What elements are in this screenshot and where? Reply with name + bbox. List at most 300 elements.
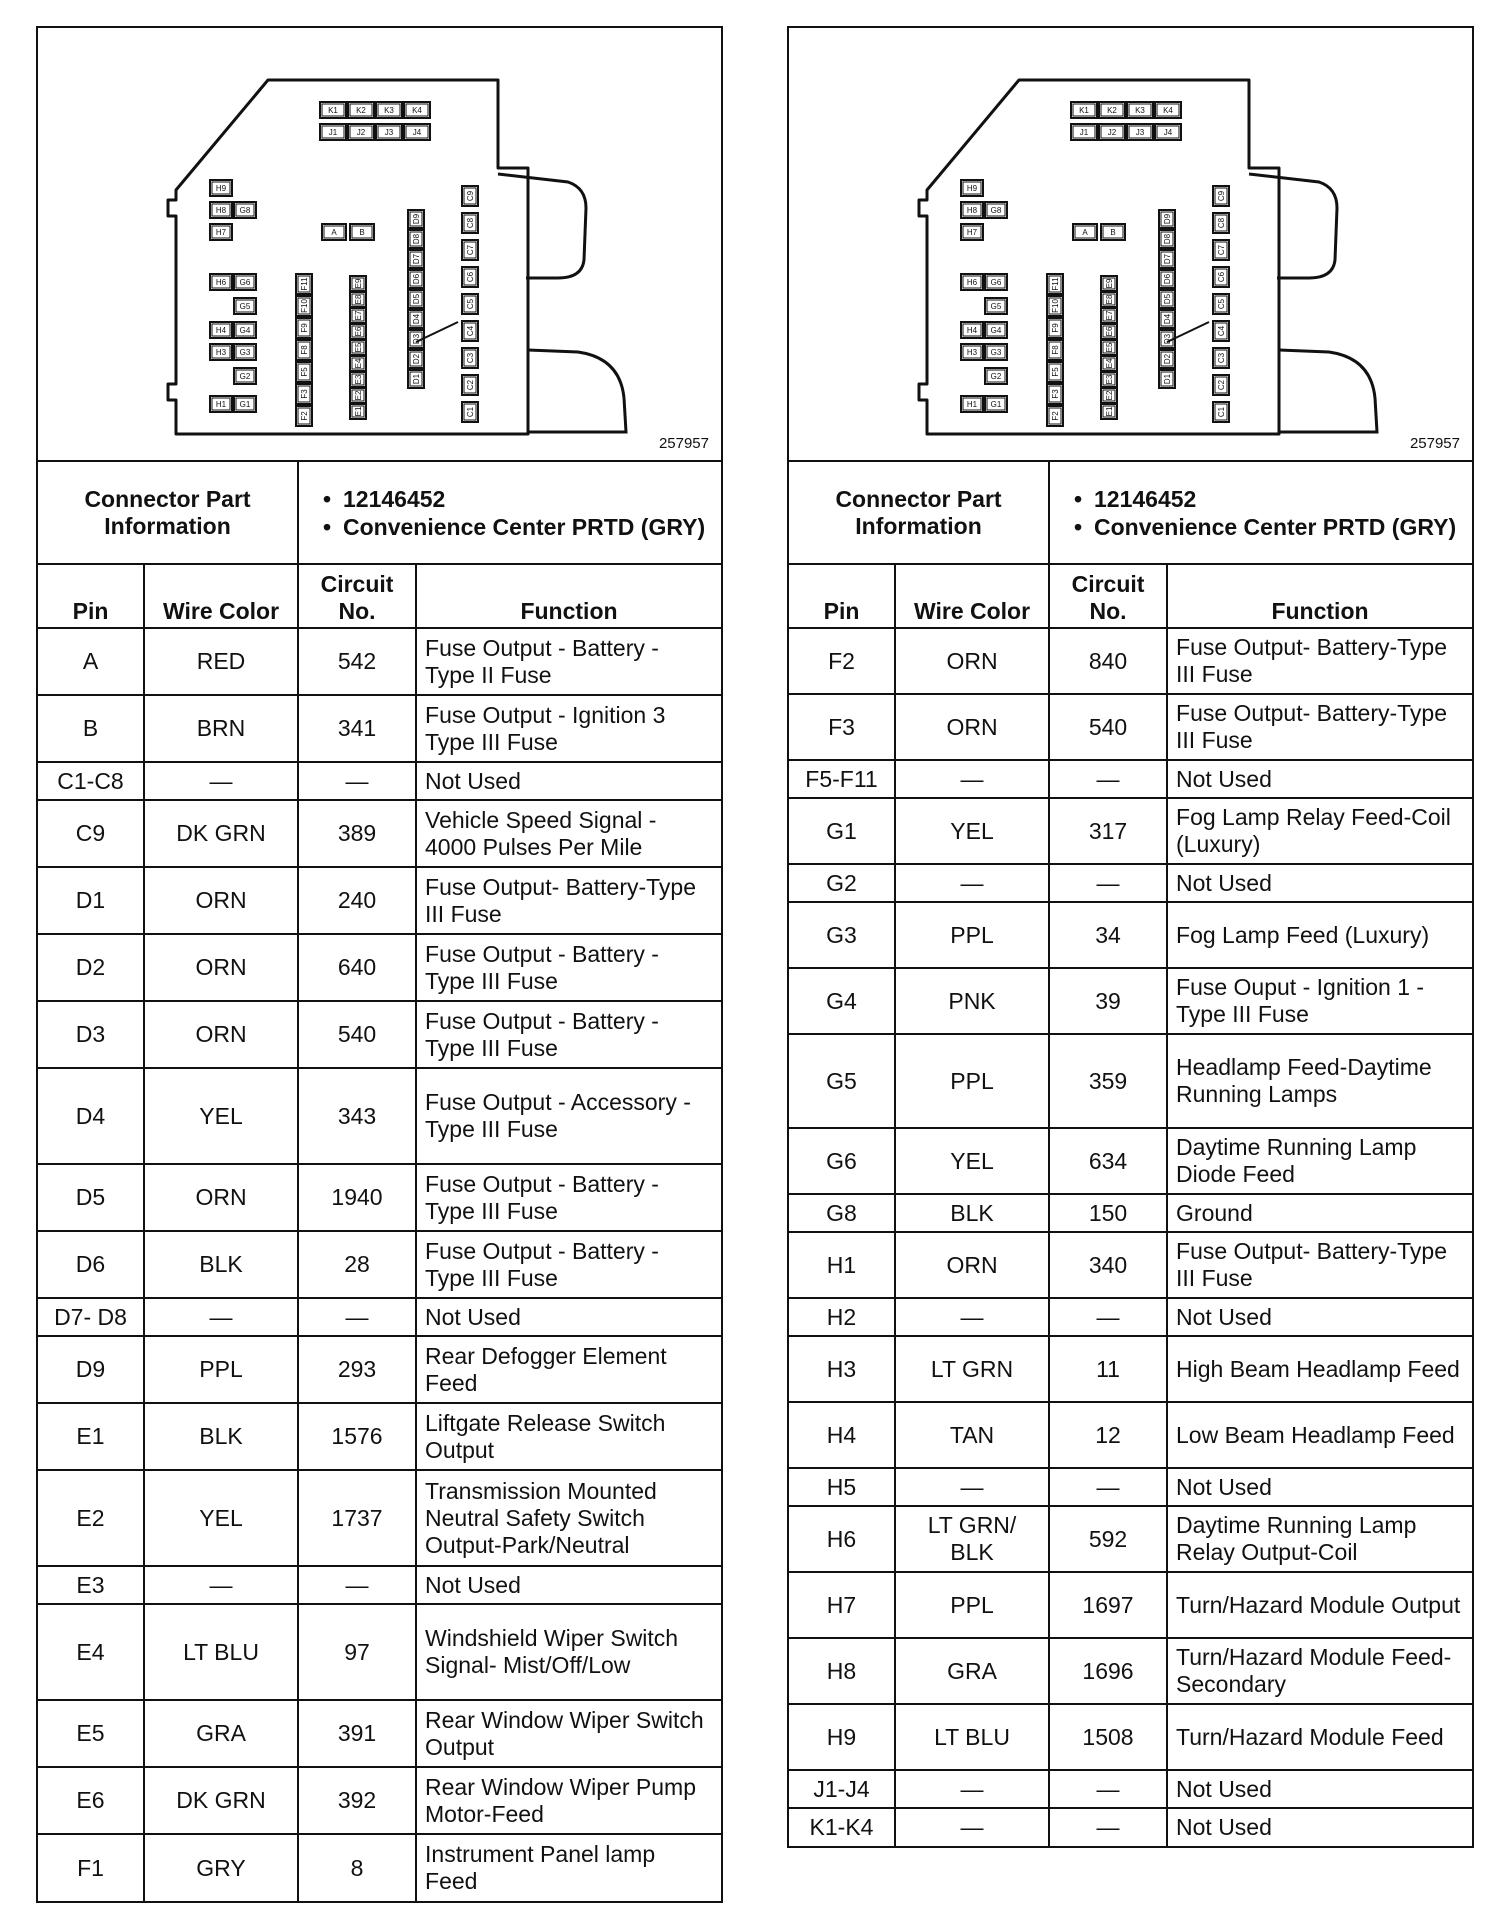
table-row bbox=[38, 1700, 721, 1767]
terminal-k4 bbox=[404, 102, 430, 118]
terminal-f8 bbox=[1047, 340, 1063, 360]
svg-text:C5: C5 bbox=[466, 298, 475, 310]
svg-text:E9: E9 bbox=[354, 278, 363, 289]
terminal-c5 bbox=[462, 294, 478, 314]
connector-diagram bbox=[789, 28, 1472, 462]
pin-cell: H6 bbox=[789, 1506, 895, 1572]
svg-text:F10: F10 bbox=[1051, 299, 1060, 313]
terminal-e5 bbox=[350, 340, 366, 355]
terminal-e6 bbox=[1101, 324, 1117, 339]
terminal-h8 bbox=[961, 202, 983, 218]
wire-color-cell: PNK bbox=[895, 968, 1049, 1034]
wire-color-cell: ORN bbox=[144, 934, 298, 1001]
circuit-cell: — bbox=[1049, 864, 1167, 902]
terminal-c9 bbox=[1213, 186, 1229, 206]
table-row bbox=[789, 1402, 1472, 1468]
svg-text:J1: J1 bbox=[1079, 128, 1089, 137]
pin-cell: D3 bbox=[38, 1001, 144, 1068]
wire-color-cell: RED bbox=[144, 628, 298, 695]
terminal-f9 bbox=[296, 318, 312, 338]
convenience-center-diagram bbox=[38, 28, 721, 460]
circuit-cell: 1737 bbox=[298, 1470, 416, 1566]
svg-text:C2: C2 bbox=[1217, 379, 1226, 391]
terminal-c4 bbox=[1213, 321, 1229, 341]
terminal-c7 bbox=[1213, 240, 1229, 260]
function-cell: Ground bbox=[1167, 1194, 1472, 1232]
wire-color-cell: — bbox=[144, 762, 298, 800]
table-row bbox=[789, 694, 1472, 760]
pin-cell: B bbox=[38, 695, 144, 762]
svg-text:D7: D7 bbox=[412, 253, 421, 265]
header-function: Function bbox=[1167, 564, 1472, 628]
function-cell: Windshield Wiper Switch Signal- Mist/Off/Low bbox=[416, 1604, 721, 1700]
circuit-cell: 97 bbox=[298, 1604, 416, 1700]
terminal-d8 bbox=[1159, 230, 1175, 248]
terminal-d6 bbox=[408, 270, 424, 288]
svg-text:G5: G5 bbox=[239, 302, 251, 311]
table-row bbox=[38, 1164, 721, 1231]
terminal-e8 bbox=[350, 292, 366, 307]
function-cell: Fog Lamp Relay Feed-Coil (Luxury) bbox=[1167, 798, 1472, 864]
svg-text:G5: G5 bbox=[990, 302, 1002, 311]
table-row bbox=[789, 902, 1472, 968]
circuit-cell: 1697 bbox=[1049, 1572, 1167, 1638]
svg-text:E6: E6 bbox=[354, 326, 363, 337]
pin-cell: H1 bbox=[789, 1232, 895, 1298]
terminal-e2 bbox=[350, 388, 366, 403]
svg-text:H4: H4 bbox=[215, 326, 227, 335]
terminal-j2 bbox=[1099, 124, 1125, 140]
terminal-b bbox=[350, 224, 374, 240]
svg-text:E4: E4 bbox=[354, 358, 363, 369]
table-row bbox=[789, 1572, 1472, 1638]
function-cell: Fuse Output - Battery - Type III Fuse bbox=[416, 1164, 721, 1231]
svg-text:C3: C3 bbox=[466, 352, 475, 364]
svg-text:F9: F9 bbox=[300, 323, 309, 333]
terminal-d8 bbox=[408, 230, 424, 248]
svg-text:A: A bbox=[1082, 228, 1088, 237]
svg-text:C8: C8 bbox=[466, 217, 475, 229]
terminal-g8 bbox=[234, 202, 256, 218]
svg-text:F11: F11 bbox=[1051, 277, 1060, 291]
connector-description: • Convenience Center PRTD (GRY) bbox=[1074, 513, 1464, 541]
wire-color-cell: ORN bbox=[895, 628, 1049, 694]
svg-text:K3: K3 bbox=[384, 106, 394, 115]
pin-cell: C1-C8 bbox=[38, 762, 144, 800]
pin-cell: G3 bbox=[789, 902, 895, 968]
svg-text:H9: H9 bbox=[966, 184, 978, 193]
pin-cell: F2 bbox=[789, 628, 895, 694]
header-circuit: Circuit No. bbox=[298, 564, 416, 628]
pin-cell: C9 bbox=[38, 800, 144, 867]
pin-cell: H9 bbox=[789, 1704, 895, 1770]
svg-text:F8: F8 bbox=[300, 345, 309, 355]
svg-text:H1: H1 bbox=[966, 400, 978, 409]
terminal-h4 bbox=[961, 322, 983, 338]
function-cell: Not Used bbox=[1167, 1468, 1472, 1506]
function-cell: Fuse Ouput - Ignition 1 - Type III Fuse bbox=[1167, 968, 1472, 1034]
function-cell: Not Used bbox=[1167, 1298, 1472, 1336]
terminal-j4 bbox=[1155, 124, 1181, 140]
function-cell: Turn/Hazard Module Output bbox=[1167, 1572, 1472, 1638]
terminal-j1 bbox=[1071, 124, 1097, 140]
table-row bbox=[789, 1336, 1472, 1402]
pin-cell: H5 bbox=[789, 1468, 895, 1506]
terminal-h8 bbox=[210, 202, 232, 218]
svg-text:E2: E2 bbox=[354, 390, 363, 401]
svg-text:K1: K1 bbox=[1079, 106, 1089, 115]
terminal-f5 bbox=[1047, 362, 1063, 382]
figure-number: 257957 bbox=[658, 435, 709, 452]
terminal-h9 bbox=[961, 180, 983, 196]
terminal-a bbox=[322, 224, 346, 240]
terminal-c9 bbox=[462, 186, 478, 206]
pin-cell: H7 bbox=[789, 1572, 895, 1638]
pin-cell: E6 bbox=[38, 1767, 144, 1834]
terminal-f11 bbox=[296, 274, 312, 294]
table-row bbox=[789, 1704, 1472, 1770]
table-row bbox=[789, 968, 1472, 1034]
svg-text:K4: K4 bbox=[1163, 106, 1173, 115]
table-row bbox=[38, 1231, 721, 1298]
pinout-rows bbox=[789, 628, 1472, 1846]
circuit-cell: 391 bbox=[298, 1700, 416, 1767]
wire-color-cell: — bbox=[144, 1566, 298, 1604]
terminal-h6 bbox=[961, 274, 983, 290]
svg-text:E2: E2 bbox=[1105, 390, 1114, 401]
svg-text:C8: C8 bbox=[1217, 217, 1226, 229]
circuit-cell: — bbox=[1049, 1298, 1167, 1336]
terminal-c7 bbox=[462, 240, 478, 260]
table-row bbox=[789, 1194, 1472, 1232]
pin-cell: F1 bbox=[38, 1834, 144, 1901]
table-row bbox=[38, 1604, 721, 1700]
wire-color-cell: BLK bbox=[144, 1403, 298, 1470]
wire-color-cell: YEL bbox=[895, 1128, 1049, 1194]
circuit-cell: 640 bbox=[298, 934, 416, 1001]
table-row bbox=[789, 1506, 1472, 1572]
terminal-e2 bbox=[1101, 388, 1117, 403]
terminal-f11 bbox=[1047, 274, 1063, 294]
connector-panel-right bbox=[787, 26, 1474, 1848]
table-row bbox=[38, 1001, 721, 1068]
svg-text:E7: E7 bbox=[1105, 310, 1114, 321]
pin-cell: D6 bbox=[38, 1231, 144, 1298]
svg-text:J4: J4 bbox=[412, 128, 422, 137]
pin-cell: G4 bbox=[789, 968, 895, 1034]
wire-color-cell: LT BLU bbox=[144, 1604, 298, 1700]
circuit-cell: 840 bbox=[1049, 628, 1167, 694]
pin-cell: H2 bbox=[789, 1298, 895, 1336]
pin-cell: J1-J4 bbox=[789, 1770, 895, 1808]
function-cell: Fuse Output- Battery-Type III Fuse bbox=[416, 867, 721, 934]
circuit-cell: 293 bbox=[298, 1336, 416, 1403]
wire-color-cell: ORN bbox=[895, 1232, 1049, 1298]
pin-cell: E4 bbox=[38, 1604, 144, 1700]
circuit-cell: 340 bbox=[1049, 1232, 1167, 1298]
header-function: Function bbox=[416, 564, 721, 628]
svg-text:F8: F8 bbox=[1051, 345, 1060, 355]
function-cell: Liftgate Release Switch Output bbox=[416, 1403, 721, 1470]
wire-color-cell: BRN bbox=[144, 695, 298, 762]
terminal-d2 bbox=[408, 350, 424, 368]
terminal-d5 bbox=[408, 290, 424, 308]
terminal-g3 bbox=[985, 344, 1007, 360]
circuit-cell: 39 bbox=[1049, 968, 1167, 1034]
terminal-k4 bbox=[1155, 102, 1181, 118]
terminal-e3 bbox=[350, 372, 366, 387]
function-cell: Not Used bbox=[1167, 864, 1472, 902]
pin-cell: D9 bbox=[38, 1336, 144, 1403]
svg-text:D3: D3 bbox=[412, 333, 421, 345]
connector-info-label: Connector Part Information bbox=[789, 462, 1049, 564]
function-cell: Fuse Output - Battery - Type II Fuse bbox=[416, 628, 721, 695]
pinout-table bbox=[789, 462, 1472, 1846]
wire-color-cell: PPL bbox=[895, 1034, 1049, 1128]
terminal-e4 bbox=[350, 356, 366, 371]
terminal-f8 bbox=[296, 340, 312, 360]
pin-cell: G1 bbox=[789, 798, 895, 864]
svg-text:J2: J2 bbox=[1107, 128, 1117, 137]
terminal-k1 bbox=[320, 102, 346, 118]
wire-color-cell: LT GRN bbox=[895, 1336, 1049, 1402]
svg-text:F2: F2 bbox=[1051, 411, 1060, 421]
table-row bbox=[38, 1470, 721, 1566]
svg-text:D5: D5 bbox=[412, 293, 421, 305]
terminal-g5 bbox=[985, 298, 1007, 314]
svg-text:E3: E3 bbox=[354, 374, 363, 385]
header-wire-color: Wire Color bbox=[895, 564, 1049, 628]
terminal-j3 bbox=[376, 124, 402, 140]
terminal-e3 bbox=[1101, 372, 1117, 387]
table-row bbox=[789, 1128, 1472, 1194]
terminal-b bbox=[1101, 224, 1125, 240]
terminal-e4 bbox=[1101, 356, 1117, 371]
terminal-a bbox=[1073, 224, 1097, 240]
svg-text:C7: C7 bbox=[466, 244, 475, 256]
svg-text:F11: F11 bbox=[300, 277, 309, 291]
svg-text:J1: J1 bbox=[328, 128, 338, 137]
terminal-g6 bbox=[985, 274, 1007, 290]
function-cell: Headlamp Feed-Daytime Running Lamps bbox=[1167, 1034, 1472, 1128]
pin-cell: D4 bbox=[38, 1068, 144, 1164]
circuit-cell: 12 bbox=[1049, 1402, 1167, 1468]
pin-cell: E1 bbox=[38, 1403, 144, 1470]
wire-color-cell: YEL bbox=[144, 1068, 298, 1164]
function-cell: High Beam Headlamp Feed bbox=[1167, 1336, 1472, 1402]
svg-text:G8: G8 bbox=[239, 206, 251, 215]
svg-text:C3: C3 bbox=[1217, 352, 1226, 364]
table-row bbox=[789, 1808, 1472, 1846]
circuit-cell: 540 bbox=[298, 1001, 416, 1068]
function-cell: Fuse Output - Battery - Type III Fuse bbox=[416, 934, 721, 1001]
terminal-f9 bbox=[1047, 318, 1063, 338]
svg-text:D4: D4 bbox=[412, 313, 421, 325]
terminal-d1 bbox=[408, 370, 424, 388]
svg-text:D8: D8 bbox=[1163, 233, 1172, 245]
wire-color-cell: — bbox=[895, 760, 1049, 798]
terminal-j3 bbox=[1127, 124, 1153, 140]
svg-text:D2: D2 bbox=[412, 353, 421, 365]
circuit-cell: 11 bbox=[1049, 1336, 1167, 1402]
circuit-cell: 540 bbox=[1049, 694, 1167, 760]
table-row bbox=[789, 864, 1472, 902]
table-row bbox=[38, 1403, 721, 1470]
terminal-g4 bbox=[985, 322, 1007, 338]
svg-text:D2: D2 bbox=[1163, 353, 1172, 365]
figure-number: 257957 bbox=[1409, 435, 1460, 452]
table-row bbox=[38, 1336, 721, 1403]
terminal-f2 bbox=[1047, 406, 1063, 426]
circuit-cell: 8 bbox=[298, 1834, 416, 1901]
terminal-e1 bbox=[1101, 404, 1117, 419]
circuit-cell: — bbox=[298, 1566, 416, 1604]
svg-text:F9: F9 bbox=[1051, 323, 1060, 333]
header-pin: Pin bbox=[38, 564, 144, 628]
function-cell: Low Beam Headlamp Feed bbox=[1167, 1402, 1472, 1468]
table-row bbox=[789, 1034, 1472, 1128]
circuit-cell: 150 bbox=[1049, 1194, 1167, 1232]
bracket-bottom bbox=[528, 350, 626, 432]
terminal-c1 bbox=[1213, 402, 1229, 422]
terminal-k3 bbox=[376, 102, 402, 118]
pin-cell: D1 bbox=[38, 867, 144, 934]
wire-color-cell: LT BLU bbox=[895, 1704, 1049, 1770]
circuit-cell: 592 bbox=[1049, 1506, 1167, 1572]
terminal-e7 bbox=[1101, 308, 1117, 323]
terminal-e9 bbox=[1101, 276, 1117, 291]
svg-text:H3: H3 bbox=[215, 348, 227, 357]
function-cell: Rear Window Wiper Pump Motor-Feed bbox=[416, 1767, 721, 1834]
pin-cell: E5 bbox=[38, 1700, 144, 1767]
part-number: • 12146452 bbox=[1074, 485, 1464, 513]
svg-text:G4: G4 bbox=[239, 326, 251, 335]
pin-cell: E3 bbox=[38, 1566, 144, 1604]
table-row bbox=[789, 760, 1472, 798]
pin-cell: D5 bbox=[38, 1164, 144, 1231]
table-row bbox=[38, 1068, 721, 1164]
circuit-cell: 341 bbox=[298, 695, 416, 762]
pin-cell: G5 bbox=[789, 1034, 895, 1128]
connector-panel-left bbox=[36, 26, 723, 1903]
terminal-e6 bbox=[350, 324, 366, 339]
svg-text:G1: G1 bbox=[239, 400, 251, 409]
table-row bbox=[38, 695, 721, 762]
svg-text:F5: F5 bbox=[1051, 367, 1060, 377]
wire-color-cell: GRY bbox=[144, 1834, 298, 1901]
function-cell: Transmission Mounted Neutral Safety Switch Output-Park/Neutral bbox=[416, 1470, 721, 1566]
circuit-cell: 317 bbox=[1049, 798, 1167, 864]
svg-text:F3: F3 bbox=[300, 389, 309, 399]
function-cell: Not Used bbox=[416, 1298, 721, 1336]
circuit-cell: — bbox=[1049, 760, 1167, 798]
terminal-h3 bbox=[210, 344, 232, 360]
terminal-j1 bbox=[320, 124, 346, 140]
wire-color-cell: GRA bbox=[895, 1638, 1049, 1704]
wire-color-cell: BLK bbox=[895, 1194, 1049, 1232]
terminal-d1 bbox=[1159, 370, 1175, 388]
wire-color-cell: PPL bbox=[895, 1572, 1049, 1638]
wire-color-cell: YEL bbox=[895, 798, 1049, 864]
table-row bbox=[789, 798, 1472, 864]
pinout-rows bbox=[38, 628, 721, 1901]
function-cell: Daytime Running Lamp Relay Output-Coil bbox=[1167, 1506, 1472, 1572]
table-row bbox=[38, 1767, 721, 1834]
terminal-c4 bbox=[462, 321, 478, 341]
wire-color-cell: PPL bbox=[895, 902, 1049, 968]
terminal-h1 bbox=[210, 396, 232, 412]
connector-diagram bbox=[38, 28, 721, 462]
circuit-cell: 28 bbox=[298, 1231, 416, 1298]
wire-color-cell: ORN bbox=[895, 694, 1049, 760]
svg-text:G4: G4 bbox=[990, 326, 1002, 335]
svg-text:E5: E5 bbox=[354, 342, 363, 353]
svg-text:H4: H4 bbox=[966, 326, 978, 335]
connector-info-list bbox=[307, 485, 713, 541]
svg-text:D9: D9 bbox=[412, 213, 421, 225]
pin-cell: K1-K4 bbox=[789, 1808, 895, 1846]
wire-color-cell: LT GRN/ BLK bbox=[895, 1506, 1049, 1572]
svg-text:B: B bbox=[1110, 228, 1116, 237]
pin-cell: H4 bbox=[789, 1402, 895, 1468]
terminal-g6 bbox=[234, 274, 256, 290]
function-cell: Turn/Hazard Module Feed bbox=[1167, 1704, 1472, 1770]
svg-text:E9: E9 bbox=[1105, 278, 1114, 289]
svg-text:G2: G2 bbox=[239, 372, 251, 381]
wire-color-cell: — bbox=[895, 1298, 1049, 1336]
terminal-c6 bbox=[1213, 267, 1229, 287]
svg-text:G3: G3 bbox=[239, 348, 251, 357]
pin-cell: F5-F11 bbox=[789, 760, 895, 798]
svg-text:H6: H6 bbox=[966, 278, 978, 287]
terminal-d7 bbox=[408, 250, 424, 268]
terminal-d9 bbox=[1159, 210, 1175, 228]
terminal-d4 bbox=[1159, 310, 1175, 328]
part-number: • 12146452 bbox=[323, 485, 713, 513]
table-row bbox=[38, 934, 721, 1001]
circuit-cell: 389 bbox=[298, 800, 416, 867]
terminal-c1 bbox=[462, 402, 478, 422]
table-row bbox=[38, 1834, 721, 1901]
wire-color-cell: YEL bbox=[144, 1470, 298, 1566]
svg-text:C2: C2 bbox=[466, 379, 475, 391]
svg-text:E3: E3 bbox=[1105, 374, 1114, 385]
table-row bbox=[789, 628, 1472, 694]
svg-text:G6: G6 bbox=[239, 278, 251, 287]
pin-cell: G6 bbox=[789, 1128, 895, 1194]
wire-color-cell: TAN bbox=[895, 1402, 1049, 1468]
function-cell: Not Used bbox=[1167, 1808, 1472, 1846]
svg-text:G2: G2 bbox=[990, 372, 1002, 381]
svg-text:C1: C1 bbox=[466, 406, 475, 418]
terminal-g1 bbox=[234, 396, 256, 412]
svg-text:G3: G3 bbox=[990, 348, 1002, 357]
wire-color-cell: ORN bbox=[144, 1001, 298, 1068]
table-row bbox=[38, 1566, 721, 1604]
circuit-cell: 1576 bbox=[298, 1403, 416, 1470]
function-cell: Fuse Output- Battery-Type III Fuse bbox=[1167, 694, 1472, 760]
header-wire-color: Wire Color bbox=[144, 564, 298, 628]
function-cell: Fuse Output- Battery-Type III Fuse bbox=[1167, 628, 1472, 694]
circuit-cell: — bbox=[1049, 1770, 1167, 1808]
svg-text:C5: C5 bbox=[1217, 298, 1226, 310]
pin-cell: D7- D8 bbox=[38, 1298, 144, 1336]
svg-text:E5: E5 bbox=[1105, 342, 1114, 353]
circuit-cell: 359 bbox=[1049, 1034, 1167, 1128]
table-row bbox=[38, 628, 721, 695]
svg-text:C9: C9 bbox=[1217, 190, 1226, 202]
svg-text:C6: C6 bbox=[1217, 271, 1226, 283]
